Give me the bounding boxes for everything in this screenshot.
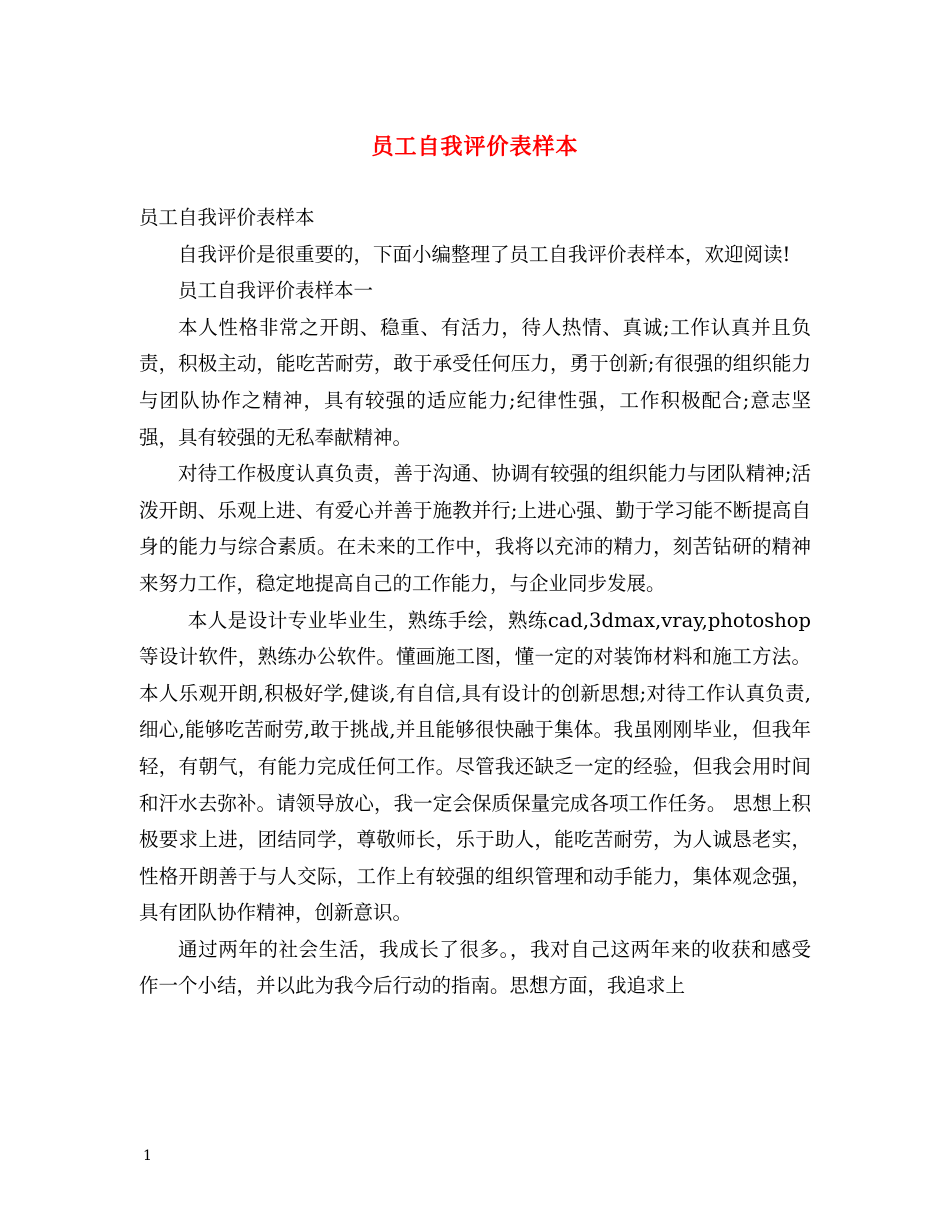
paragraph-heading: 员工自我评价表样本 (139, 206, 315, 229)
document-body (139, 200, 811, 1005)
page-number: 1 (143, 1148, 152, 1164)
paragraph-sample-one-heading: 员工自我评价表样本一 (178, 279, 374, 303)
paragraph-design-skills: 本人是设计专业毕业生，熟练手绘，熟练cad,3dmax,vray,photoshop等设计软件，熟练办公软件。懂画施工图，懂一定的对装饰材料和施工方法。本人乐观开朗,积极好学,健谈,有自信,具有设计的创新思想;对待工作认真负责,细心,能够吃苦耐劳,敢于挑战,并且能够很快融于集体。我虽刚刚毕业，但我年轻，有朝气，有能力完成任何工作。尽管我还缺乏一定的经验，但我会用时间和汗水去弥补。请领导放心，我一定会保质保量完成各项工作任务。 思想上积极要求上进，团结同学，尊敬师长，乐于助人，能吃苦耐劳，为人诚恳老实，性格开朗善于与人交际，工作上有较强的组织管理和动手能力，集体观念强，具有团队协作精神，创新意识。 (139, 608, 811, 925)
paragraph-intro: 自我评价是很重要的，下面小编整理了员工自我评价表样本，欢迎阅读! (178, 242, 791, 266)
paragraph-personality: 本人性格非常之开朗、稳重、有活力，待人热情、真诚;工作认真并且负责，积极主动，能吃苦耐劳，敢于承受任何压力，勇于创新;有很强的组织能力与团队协作之精神，具有较强的适应能力;纪律性强，工作积极配合;意志坚强，具有较强的无私奉献精神。 (139, 315, 811, 449)
document-title: 员工自我评价表样本 (371, 134, 579, 160)
paragraph-two-years: 通过两年的社会生活，我成长了很多。，我对自己这两年来的收获和感受作一个小结，并以此为我今后行动的指南。思想方面，我追求上 (139, 937, 811, 998)
paragraph-work-attitude: 对待工作极度认真负责，善于沟通、协调有较强的组织能力与团队精神;活泼开朗、乐观上进、有爱心并善于施教并行;上进心强、勤于学习能不断提高自身的能力与综合素质。在未来的工作中，我将以充沛的精力，刻苦钻研的精神来努力工作，稳定地提高自己的工作能力，与企业同步发展。 (139, 462, 811, 595)
